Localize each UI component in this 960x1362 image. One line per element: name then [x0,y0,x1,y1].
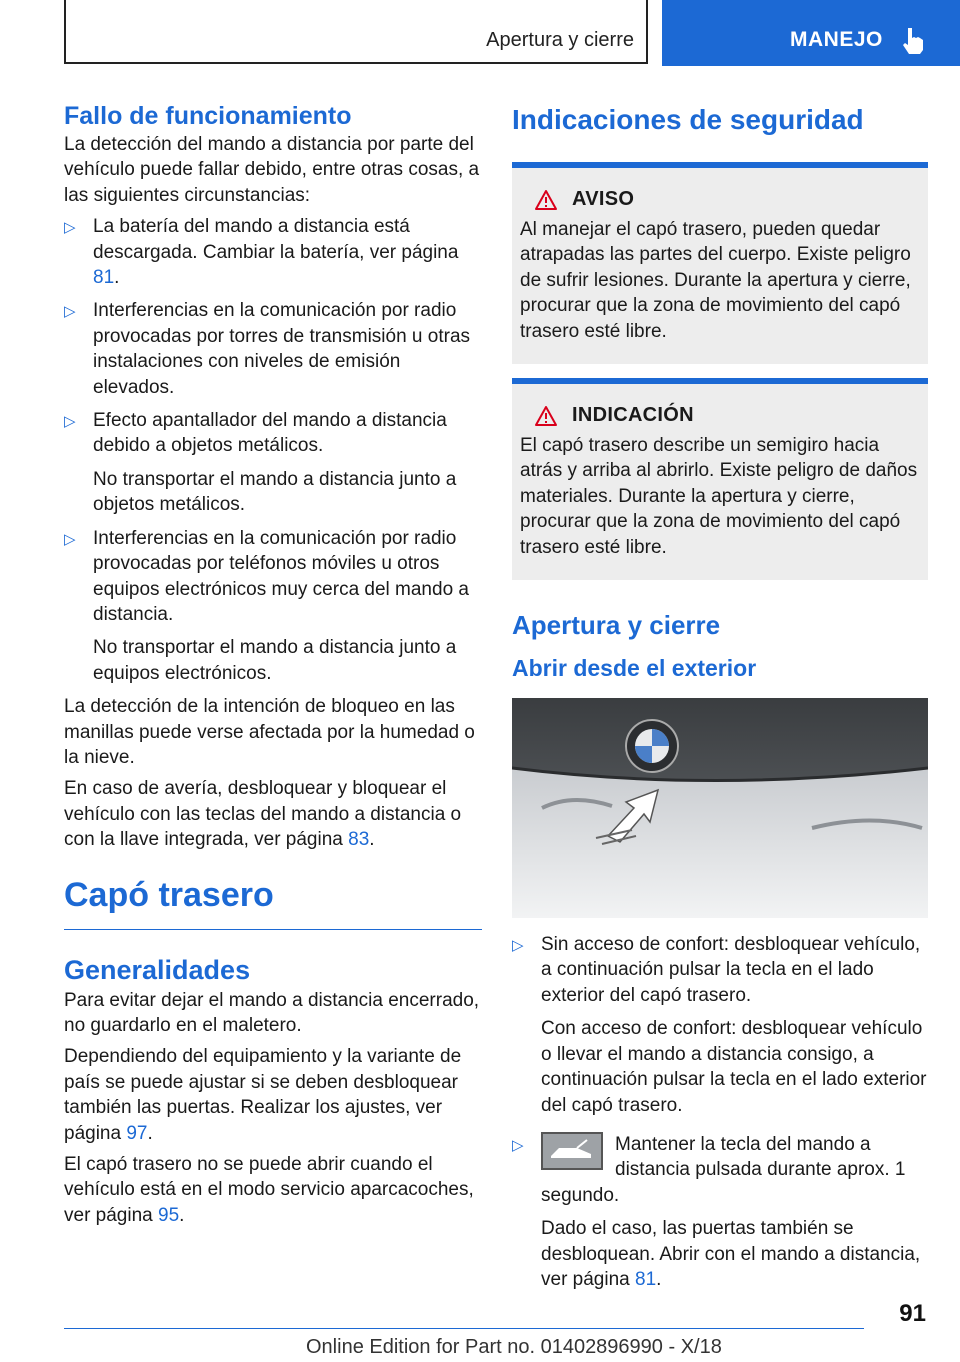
section-title: Apertura y cierre [486,29,634,51]
triangle-marker-icon: ▷ [64,219,76,237]
list-item: ▷ Interferencias en la comunicación por radio provocadas por teléfonos móviles u otros equipos electrónicos muy cerca del mando a distancia. No transportar el mando a distancia junto a equipos electrónicos. [64,527,469,684]
pointing-hand-icon [900,26,926,56]
page-number: 91 [899,1300,926,1327]
footer-divider [64,1328,864,1329]
abrir-exterior-heading: Abrir desde el exterior [512,655,757,682]
bloqueo-paragraph: La detección de la intención de bloqueo en las manillas puede verse afectada por la humedad o la nieve. [64,696,475,768]
warning-triangle-icon [534,405,558,427]
notice-text: El capó trasero describe un semigiro hacia atrás y arriba al abrirlo. Existe peligro de daños materiales. Durante la apertura y cierre, procurar que la zona de movimiento del capó trasero esté libre. [520,435,918,558]
triangle-marker-icon: ▷ [64,530,76,548]
averia-paragraph: En caso de avería, desbloquear y bloquear el vehículo con las teclas del mando a distancia o con la llave integrada, ver página 83. [64,778,462,851]
right-column [512,100,928,1300]
header-section-tab [64,0,648,64]
list-item: ▷ La batería del mando a distancia está descargada. Cambiar la batería, ver página 81. [64,216,459,289]
abrir-list [512,932,928,1292]
warning-label: AVISO [572,188,635,210]
footer-text: Online Edition for Part no. 01402896990 - X/18 [306,1336,722,1358]
page-link[interactable]: 81 [93,267,115,289]
triangle-marker-icon: ▷ [512,937,524,955]
capo-heading: Capó trasero [64,871,482,930]
header-chapter-tab[interactable] [662,0,960,66]
fallo-list [64,214,482,686]
triangle-marker-icon: ▷ [64,413,76,431]
page-link[interactable]: 97 [126,1122,148,1144]
chapter-title: MANEJO [790,28,883,51]
triangle-marker-icon: ▷ [64,303,76,321]
tailgate-button-photo [512,698,928,918]
list-item: ▷ Mantener la tecla del mando a distancia pulsada durante aprox. 1 segundo. Dado el caso, las puertas también se desbloquean. Abrir con el mando a distancia, ver página 81. [512,1133,921,1290]
list-item: ▷ Efecto apantallador del mando a distancia debido a objetos metálicos. No transportar el mando a distancia junto a objetos metálicos. [64,410,457,516]
gen-paragraph-2: Dependiendo del equipamiento y la variante de país se puede ajustar si se deben desbloquear también las puertas. Realizar los ajustes, ver página 97. [64,1046,462,1144]
list-item: ▷ Sin acceso de confort: desbloquear vehículo, a continuación pulsar la tecla en el lado exterior del capó trasero. Con acceso de confort: desbloquear vehículo o llevar el mando a distancia consigo, a continuación pulsar la tecla en el lado exterior del capó trasero. [512,934,927,1116]
page-link[interactable]: 81 [635,1268,657,1290]
list-item: ▷ Interferencias en la comunicación por radio provocadas por torres de transmisión u otras instalaciones con niveles de emisión elevados. [64,300,471,398]
warning-text: Al manejar el capó trasero, pueden quedar atrapadas las partes del cuerpo. Existe peligro de sufrir lesiones. Durante la apertura y cierre, procurar que la zona de movimiento del capó trasero esté libre. [520,219,911,342]
fallo-heading: Fallo de funcionamiento [64,102,352,130]
left-column [64,100,482,1228]
fallo-intro: La detección del mando a distancia por parte del vehículo puede fallar debido, entre otras cosas, a las siguientes circunstancias: [64,134,480,206]
page-link[interactable]: 95 [158,1204,180,1226]
gen-paragraph-1: Para evitar dejar el mando a distancia encerrado, no guardarlo en el maletero. [64,989,480,1036]
generalidades-heading: Generalidades [64,954,251,985]
gen-paragraph-3: El capó trasero no se puede abrir cuando el vehículo está en el modo servicio aparcacoches, ver página 95. [64,1154,474,1226]
triangle-marker-icon: ▷ [512,1136,524,1154]
page-link[interactable]: 83 [348,829,370,851]
warning-box-aviso [512,162,928,364]
car-trunk-key-icon [541,1132,603,1170]
notice-label: INDICACIÓN [572,404,694,427]
seguridad-heading: Indicaciones de seguridad [512,104,864,135]
warning-box-indicacion [512,378,928,580]
warning-triangle-icon [534,189,558,211]
apertura-heading: Apertura y cierre [512,610,721,641]
